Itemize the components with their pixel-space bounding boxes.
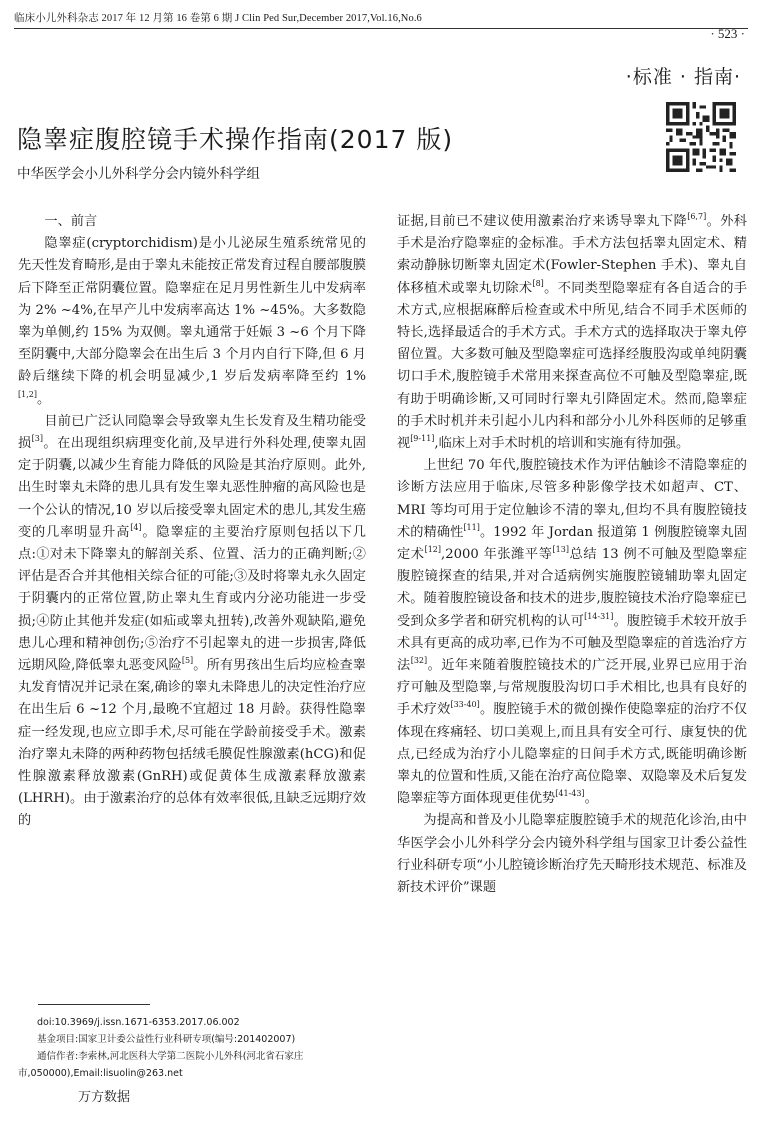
citation: [11] — [463, 522, 480, 532]
running-header: 临床小儿外科杂志 2017 年 12 月第 16 卷第 6 期 J Clin Ped Sur,December 2017,Vol.16,No.6 — [14, 10, 748, 29]
citation: [12] — [424, 545, 442, 555]
citation: [5] — [181, 656, 194, 666]
section-tag: ·标准 · 指南· — [625, 66, 741, 88]
citation: [41-43] — [555, 789, 585, 799]
citation: [4] — [130, 522, 142, 532]
paragraph: 隐睾症(cryptorchidism)是小儿泌尿生殖系统常见的先天性发育畸形,是由于睾丸未能按正常发育过程自腰部腹膜后下降至正常阴囊位置。隐睾症在足月男性新生儿中发病率为 2% ~4%,在早产儿中发病率高达 1% ~45%。大多数隐睾为单侧,约 15% 为双侧。睾丸通常于妊娠 3 ~6 个月下降至阴囊中,大部分隐睾会在出生后 3 个月内自行下降,但 6 月龄后继续下降的机会明显减少,1 岁后发病率降至约 1%[1,2]。 — [18, 236, 366, 407]
watermark: 万方数据 — [78, 1090, 131, 1105]
right-column — [397, 211, 747, 899]
author-group: 中华医学会小儿外科学分会内镜外科学组 — [17, 166, 260, 182]
fund-note: 基金项目:国家卫计委公益性行业科研专项(编号:201402007) — [37, 1034, 296, 1045]
footnote-divider — [38, 1004, 150, 1005]
corresponding-author: 通信作者:李索林,河北医科大学第二医院小儿外科(河北省石家庄市,050000),Email:lisuolin@263.net — [18, 1051, 304, 1079]
section-heading: 一、前言 — [44, 214, 98, 229]
qr-code-icon — [666, 102, 736, 172]
page-number: · 523 · — [710, 26, 745, 41]
doi: doi:10.3969/j.issn.1671-6353.2017.06.002 — [37, 1017, 240, 1028]
paragraph: 上世纪 70 年代,腹腔镜技术作为评估触诊不清隐睾症的诊断方法应用于临床,尽管多种影像学技术如超声、CT、MRI 等均可用于定位触诊不清的睾丸,但均不具有腹腔镜技术的精确性[11]。1992 年 Jordan 报道第 1 例腹腔镜睾丸固定术[12],2000 年张潍平等[13]总结 13 例不可触及型隐睾症腹腔镜探查的结果,并对合适病例实施腹腔镜辅助睾丸固定术。随着腹腔镜设备和技术的进步,腹腔镜技术治疗隐睾症已受到众多学者和研究机构的认可[14-31]。腹腔镜手术较开放手术具有更高的成功率,已作为不可触及型隐睾症的首选治疗方法[32]。近年来随着腹腔镜技术的广泛开展,业界已应用于治疗可触及型隐睾,与常规腹股沟切口手术相比,也具有良好的手术疗效[33-40]。腹腔镜手术的微创操作使隐睾症的治疗不仅体现在疼痛轻、切口美观上,而且具有安全可行、康复快的优点,已经成为治疗小儿隐睾症的日间手术方式,既能明确诊断睾丸的位置和性质,又能在治疗高位隐睾、双隐睾及术后复发隐睾症等方面体现更佳优势[41-43]。 — [397, 458, 748, 807]
paragraph: 证据,目前已不建议使用激素治疗来诱导睾丸下降[6,7]。外科手术是治疗隐睾症的金标准。手术方法包括睾丸固定术、精索动静脉切断睾丸固定术(Fowler-Stephen 手术)、睾丸自体移植术或睾丸切除术[8]。不同类型隐睾症有各自适合的手术方式,应根据麻醉后检查或术中所见,结合不同手术医师的特长,选择最适合的手术方式。手术方式的选择取决于睾丸停留位置。大多数可触及型隐睾症可选择经腹股沟或单纯阴囊切口手术,腹腔镜手术常用来探查高位不可触及型隐睾症,既有助于明确诊断,又可同时行睾丸引降固定术。然而,隐睾症的手术时机并未引起小儿内科和部分小儿外科医师的足够重视[9-11],临床上对手术时机的培训和实施有待加强。 — [397, 212, 748, 452]
footnotes — [18, 1014, 368, 1082]
citation: [32] — [410, 656, 428, 666]
citation: [33-40] — [450, 700, 480, 710]
article-title: 隐睾症腹腔镜手术操作指南(2017 版) — [17, 124, 454, 154]
citation: [13] — [552, 545, 569, 555]
paragraph: 为提高和普及小儿隐睾症腹腔镜手术的规范化诊治,由中华医学会小儿外科学分会内镜外科学组与国家卫计委公益性行业科研专项“小儿腔镜诊断治疗先天畸形技术规范、标准及新技术评价”课题 — [397, 813, 747, 896]
citation: [8] — [532, 278, 544, 288]
paragraph: 目前已广泛认同隐睾会导致睾丸生长发育及生精功能受损[3]。在出现组织病理变化前,及早进行外科处理,使睾丸固定于阴囊,以减少生育能力降低的风险是其治疗原则。此外,出生时睾丸未降的患儿具有发生睾丸恶性肿瘤的高风险也是一个公认的情况,10 岁以后接受睾丸固定术的患儿,其发生癌变的几率明显升高[4]。隐睾症的主要治疗原则包括以下几点:①对未下降睾丸的解剖关系、位置、活力的正确判断;②评估是否合并其他相关综合征的可能;③及时将睾丸永久固定于阴囊内的正常位置,防止睾丸生育或内分泌功能进一步受损;④防止其他并发症(如疝或睾丸扭转),改善外观缺陷,避免患儿心理和精神创伤;⑤治疗不引起睾丸的进一步损害,降低远期风险,降低睾丸恶变风险[5]。所有男孩出生后均应检查睾丸发育情况并记录在案,确诊的睾丸未降患儿的决定性治疗应在出生后 6 ~12 个月,最晚不宜超过 18 月龄。获得性隐睾症一经发现,也应立即手术,尽可能在学龄前接受手术。激素治疗睾丸未降的两种药物包括绒毛膜促性腺激素(hCG)和促性腺激素释放激素(GnRH)或促黄体生成激素释放激素(LHRH)。由于激素治疗的总体有效率很低,且缺乏远期疗效的 — [18, 413, 366, 829]
citation: [3] — [31, 434, 43, 444]
citation: [14-31] — [584, 611, 614, 621]
citation: [9-11] — [410, 434, 435, 444]
citation: [6,7] — [687, 212, 707, 221]
left-column — [18, 211, 366, 833]
citation: [1,2] — [18, 389, 37, 399]
